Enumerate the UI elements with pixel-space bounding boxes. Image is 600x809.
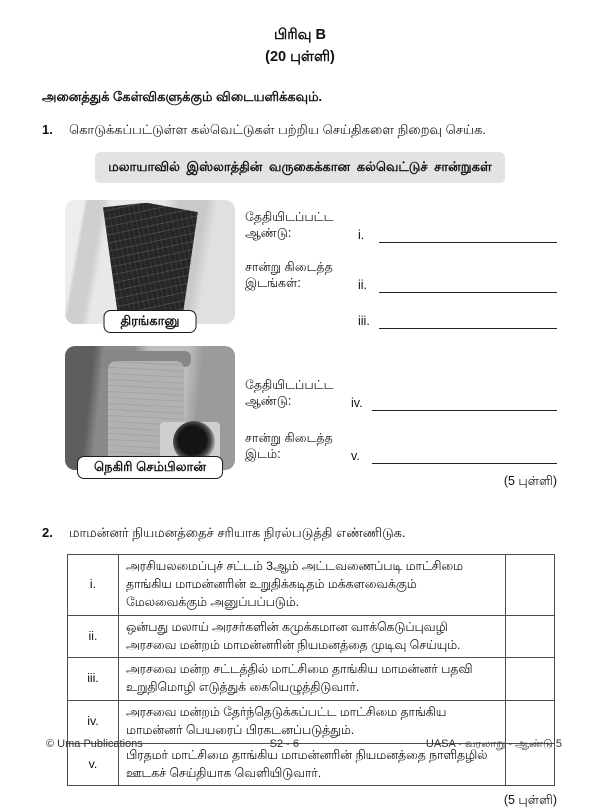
- negeri-sembilan-stone-photo: [65, 346, 235, 475]
- answer-row-iii: [245, 313, 557, 329]
- answer-row-i: [245, 210, 557, 243]
- label-places-found: சான்று கிடைத்த இடங்கள்:: [245, 260, 333, 291]
- page-footer: [46, 738, 562, 752]
- label-place-found: சான்று கிடைத்த இடம்:: [245, 431, 333, 462]
- row-numeral: iv.: [68, 701, 119, 744]
- numeral-iii: iii.: [358, 314, 370, 329]
- figure-row-negeri-sembilan: [65, 346, 600, 490]
- page-header: [0, 0, 600, 69]
- question-2-marks: (5 புள்ளி): [503, 793, 557, 808]
- answer-cell[interactable]: [506, 555, 555, 615]
- answer-cell[interactable]: [506, 615, 555, 658]
- answer-line-iii[interactable]: [379, 313, 557, 329]
- numeral-v: v.: [351, 449, 360, 464]
- label-dated-year: தேதியிடப்பட்ட ஆண்டு:: [245, 210, 334, 241]
- question-2: [42, 524, 600, 542]
- numeral-i: i.: [358, 228, 365, 243]
- answer-block-1: [235, 200, 600, 329]
- row-statement: ஒன்பது மலாய் அரசர்களின் கமுக்கமான வாக்கெடுப்புவழி அரசவை மன்றம் மாமன்னரின் நியமனத்தை முடிவு செய்யும்.: [119, 615, 506, 658]
- question-1-text: கொடுக்கப்பட்டுள்ள கல்வெட்டுகள் பற்றிய செய்திகளை நிறைவு செய்க.: [69, 121, 487, 137]
- inscribed-stone-shape: [96, 203, 201, 322]
- answer-row-ii: [245, 260, 557, 293]
- numeral-ii: ii.: [358, 278, 368, 293]
- footer-page-code: S2 - 6: [269, 738, 300, 750]
- answer-row-iv: [245, 378, 557, 411]
- section-total-marks: (20 புள்ளி): [265, 49, 335, 66]
- terengganu-stone-photo: [65, 200, 235, 329]
- question-1-marks: (5 புள்ளி): [503, 474, 557, 489]
- label-dated-year: தேதியிடப்பட்ட ஆண்டு:: [245, 378, 334, 409]
- table-row: [68, 658, 555, 701]
- question-1: [42, 121, 600, 139]
- row-statement: பிரதமர் மாட்சிமை தாங்கிய மாமன்னரின் நியமனத்தை நாளிதழில் ஊடகச் செய்தியாக வெளியிடுவார்.: [119, 743, 506, 786]
- figure-row-terengganu: [65, 200, 600, 329]
- answer-cell[interactable]: [506, 658, 555, 701]
- footer-exam-name: UASA - வரலாறு - ஆண்டு 5: [425, 738, 562, 750]
- table-row: [68, 701, 555, 744]
- table-row: [68, 555, 555, 615]
- numeral-iv: iv.: [351, 396, 363, 411]
- answer-line-i[interactable]: [379, 227, 557, 243]
- question-2-number: 2.: [42, 525, 53, 541]
- question-1-number: 1.: [42, 121, 53, 137]
- row-numeral: ii.: [68, 615, 119, 658]
- answer-line-v[interactable]: [372, 448, 557, 464]
- row-numeral: v.: [68, 743, 119, 786]
- row-numeral: i.: [68, 555, 119, 615]
- evidence-banner: மலாயாவில் இஸ்லாத்தின் வருகைக்கான கல்வெட்டுச் சான்றுகள்: [95, 152, 505, 183]
- row-numeral: iii.: [68, 658, 119, 701]
- caption-terengganu: திரங்கானு: [104, 310, 197, 333]
- section-title: பிரிவு B: [273, 27, 327, 43]
- answer-line-iv[interactable]: [372, 395, 557, 411]
- caption-negeri-sembilan: நெகிரி செம்பிலான்: [77, 456, 223, 479]
- table-row: [68, 615, 555, 658]
- row-statement: அரசவை மன்றம் தேர்ந்தெடுக்கப்பட்ட மாட்சிமை தாங்கிய மாமன்னர் பெயரைப் பிரகடனப்படுத்தும்.: [119, 701, 506, 744]
- footer-publisher: © Uma Publications: [46, 738, 143, 750]
- instruction-text: அனைத்துக் கேள்விகளுக்கும் விடையளிக்கவும்.: [42, 88, 323, 104]
- label-empty: [245, 328, 358, 329]
- answer-line-ii[interactable]: [379, 277, 557, 293]
- question-2-text: மாமன்னர் நியமனத்தைச் சரியாக நிரல்படுத்தி எண்ணிடுக.: [69, 525, 406, 541]
- answer-cell[interactable]: [506, 701, 555, 744]
- stone-photo-background: [65, 200, 235, 324]
- answer-row-v: [245, 431, 557, 464]
- row-statement: அரசவை மன்ற சட்டத்தில் மாட்சிமை தாங்கிய மாமன்னர் பதவி உறுதிமொழி எடுத்துக் கையெழுத்திடுவார்.: [119, 658, 506, 701]
- stone-photo-background: [65, 346, 235, 470]
- row-statement: அரசியலமைப்புச் சட்டம் 3ஆம் அட்டவணைப்படி மாட்சிமை தாங்கிய மாமன்னரின் உறுதிக்கடிதம் மக்களவைக்கும் மேலவைக்கும் அனுப்பப்படும்.: [119, 555, 506, 615]
- answer-block-2: [235, 346, 600, 490]
